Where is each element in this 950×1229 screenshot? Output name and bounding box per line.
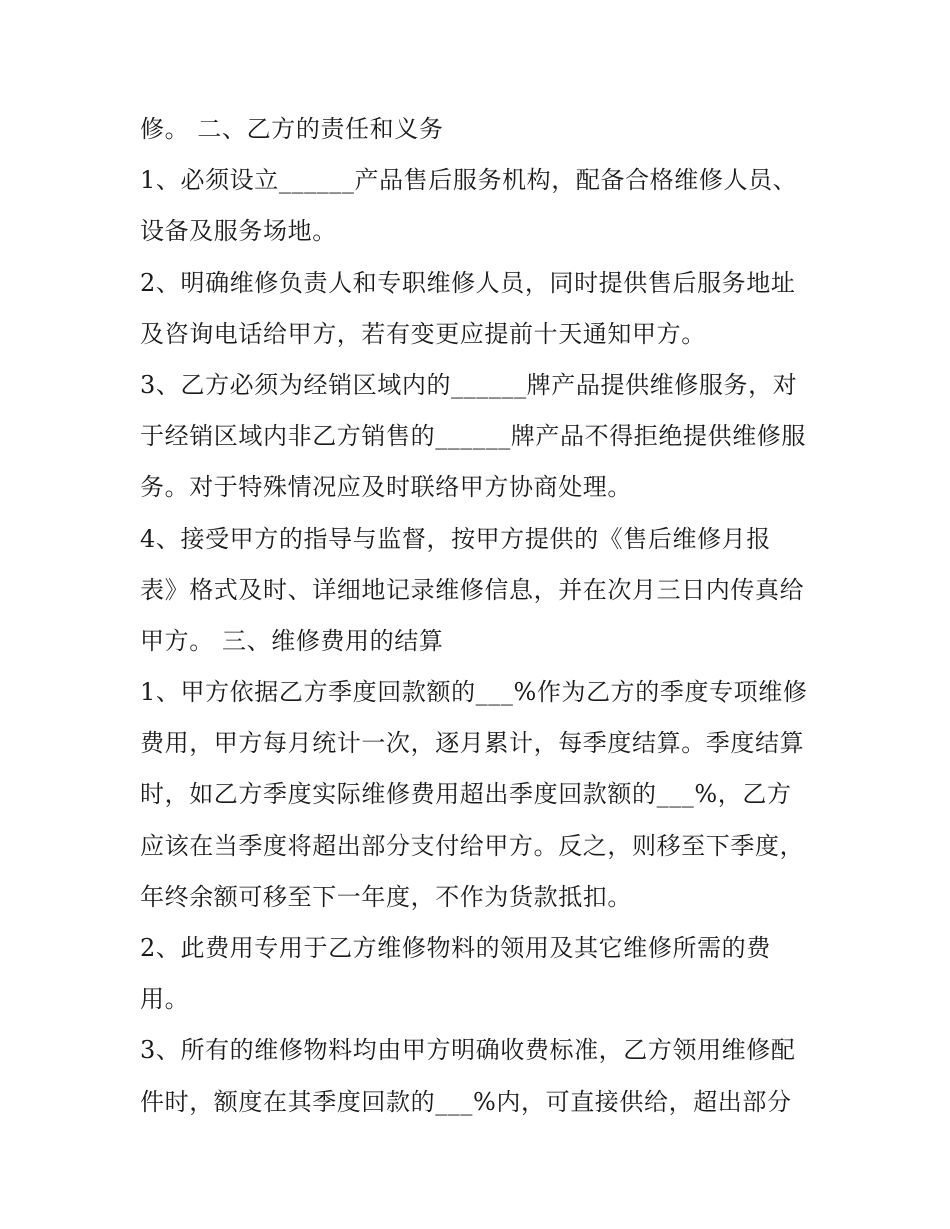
text-line: 3、所有的维修物料均由甲方明确收费标准，乙方领用维修配 [140,1036,796,1065]
text-line: 务。对于特殊情况应及时联络甲方协商处理。 [140,473,632,502]
text-line: 于经销区域内非乙方销售的______牌产品不得拒绝提供维修服 [140,422,806,451]
text-line: 1、必须设立______产品售后服务机构，配备合格维修人员、 [140,166,798,195]
text-line: 4、接受甲方的指导与监督，按甲方提供的《售后维修月报 [140,524,771,553]
text-line: 2、明确维修负责人和专职维修人员，同时提供售后服务地址 [140,268,796,297]
text-line: 修。 二、乙方的责任和义务 [140,115,444,143]
text-line: 3、乙方必须为经销区域内的______牌产品提供维修服务，对 [140,370,798,399]
text-line: 1、甲方依据乙方季度回款额的___%作为乙方的季度专项维修 [140,678,808,707]
document-body [140,104,820,1128]
text-line: 甲方。 三、维修费用的结算 [140,626,444,655]
text-line: 时，如乙方季度实际维修费用超出季度回款额的___%，乙方 [140,780,792,809]
text-line: 用。 [140,985,190,1014]
text-line: 及咨询电话给甲方，若有变更应提前十天通知甲方。 [140,319,706,348]
text-line: 年终余额可移至下一年度，不作为货款抵扣。 [140,882,632,911]
text-line: 设备及服务场地。 [140,217,337,246]
text-line: 件时，额度在其季度回款的___%内，可直接供给，超出部分 [140,1087,792,1116]
text-line: 费用，甲方每月统计一次，逐月累计，每季度结算。季度结算 [140,729,805,758]
text-line: 应该在当季度将超出部分支付给甲方。反之，则移至下季度， [140,831,805,860]
text-line: 表》格式及时、详细地记录维修信息，并在次月三日内传真给 [140,575,805,604]
text-line: 2、此费用专用于乙方维修物料的领用及其它维修所需的费 [140,934,771,962]
